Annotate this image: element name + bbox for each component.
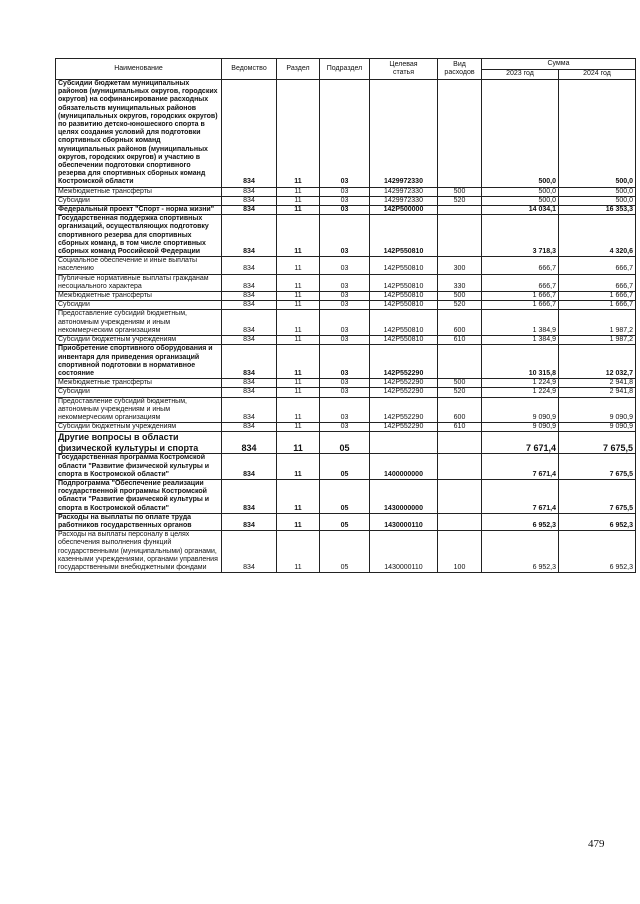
cell-ministry: 834 [222, 388, 277, 397]
cell-subsection: 03 [320, 292, 370, 301]
cell-section: 11 [277, 196, 320, 205]
cell-name: Межбюджетные трансферты [56, 187, 222, 196]
cell-ministry: 834 [222, 479, 277, 513]
header-name: Наименование [56, 59, 222, 80]
table-row [56, 196, 636, 205]
cell-amount-2023: 1 384,9 [482, 310, 559, 336]
cell-amount-2023: 14 034,1 [482, 206, 559, 215]
cell-target-article: 1400000000 [370, 454, 438, 480]
cell-subsection: 05 [320, 454, 370, 480]
cell-expense-type [438, 454, 482, 480]
cell-subsection: 03 [320, 301, 370, 310]
cell-target-article: 142P550810 [370, 301, 438, 310]
cell-target-article: 1430000110 [370, 531, 438, 573]
cell-expense-type: 300 [438, 257, 482, 274]
cell-section: 11 [277, 301, 320, 310]
cell-subsection: 05 [320, 531, 370, 573]
cell-name: Подпрограмма "Обеспечение реализации государственной программы Костромской области "Развитие физической культуры и спорта в Костромской области" [56, 479, 222, 513]
cell-subsection: 03 [320, 345, 370, 379]
cell-target-article: 1429972330 [370, 80, 438, 188]
cell-name: Другие вопросы в области физической культуры и спорта [56, 432, 222, 454]
header-year-2023: 2023 год [482, 70, 559, 80]
cell-expense-type: 600 [438, 310, 482, 336]
cell-name: Социальное обеспечение и иные выплаты населению [56, 257, 222, 274]
cell-name: Государственная программа Костромской области "Развитие физической культуры и спорта в Костромской области" [56, 454, 222, 480]
table-row [56, 388, 636, 397]
cell-name: Государственная поддержка спортивных организаций, осуществляющих подготовку спортивного резерва для спортивных сборных команд, в том числе спортивных сборных команд Российской Федерации [56, 215, 222, 257]
cell-ministry: 834 [222, 454, 277, 480]
cell-section: 11 [277, 513, 320, 530]
cell-subsection: 03 [320, 206, 370, 215]
cell-amount-2023: 9 090,9 [482, 423, 559, 432]
cell-ministry: 834 [222, 257, 277, 274]
cell-amount-2023: 10 315,8 [482, 345, 559, 379]
cell-amount-2024: 7 675,5 [559, 432, 636, 454]
header-section: Раздел [277, 59, 320, 80]
table-row [56, 301, 636, 310]
table-row [56, 513, 636, 530]
cell-subsection: 03 [320, 80, 370, 188]
cell-amount-2024: 1 666,7 [559, 292, 636, 301]
cell-amount-2024: 7 675,5 [559, 454, 636, 480]
cell-target-article: 142P550810 [370, 215, 438, 257]
table-row [56, 187, 636, 196]
table-row [56, 479, 636, 513]
cell-expense-type [438, 479, 482, 513]
cell-amount-2023: 1 384,9 [482, 336, 559, 345]
cell-amount-2023: 6 952,3 [482, 531, 559, 573]
cell-ministry: 834 [222, 196, 277, 205]
cell-expense-type: 500 [438, 379, 482, 388]
cell-ministry: 834 [222, 206, 277, 215]
cell-subsection: 03 [320, 187, 370, 196]
cell-amount-2023: 500,0 [482, 187, 559, 196]
table-row [56, 274, 636, 291]
header-target-line1: Целевая [389, 60, 418, 68]
cell-expense-type: 330 [438, 274, 482, 291]
header-type [438, 59, 482, 80]
table-row [56, 257, 636, 274]
header-type-line1: Вид [453, 60, 466, 68]
cell-section: 11 [277, 336, 320, 345]
cell-expense-type [438, 345, 482, 379]
cell-amount-2023: 1 224,9 [482, 388, 559, 397]
cell-amount-2023: 6 952,3 [482, 513, 559, 530]
table-row [56, 379, 636, 388]
cell-ministry: 834 [222, 379, 277, 388]
cell-amount-2024: 1 987,2 [559, 336, 636, 345]
page-number: 479 [588, 838, 605, 850]
cell-section: 11 [277, 274, 320, 291]
budget-table [55, 58, 636, 573]
cell-name: Субсидии бюджетным учреждениям [56, 423, 222, 432]
header-subsection: Подраздел [320, 59, 370, 80]
budget-table-body [56, 80, 636, 573]
cell-expense-type: 610 [438, 423, 482, 432]
cell-amount-2024: 16 353,3 [559, 206, 636, 215]
cell-name: Субсидии [56, 196, 222, 205]
cell-name: Субсидии бюджетным учреждениям [56, 336, 222, 345]
cell-target-article: 142P550810 [370, 292, 438, 301]
table-row [56, 292, 636, 301]
cell-amount-2024: 666,7 [559, 257, 636, 274]
cell-name: Расходы на выплаты по оплате труда работников государственных органов [56, 513, 222, 530]
cell-expense-type: 610 [438, 336, 482, 345]
cell-subsection: 03 [320, 397, 370, 423]
cell-expense-type: 520 [438, 196, 482, 205]
cell-subsection: 03 [320, 336, 370, 345]
cell-amount-2023: 666,7 [482, 274, 559, 291]
cell-name: Предоставление субсидий бюджетным, автономным учреждениям и иным некоммерческим организациям [56, 397, 222, 423]
cell-subsection: 03 [320, 423, 370, 432]
cell-expense-type: 520 [438, 301, 482, 310]
cell-ministry: 834 [222, 301, 277, 310]
cell-target-article: 142P550810 [370, 274, 438, 291]
cell-ministry: 834 [222, 345, 277, 379]
cell-ministry: 834 [222, 310, 277, 336]
cell-section: 11 [277, 80, 320, 188]
cell-amount-2024: 6 952,3 [559, 531, 636, 573]
cell-subsection: 03 [320, 257, 370, 274]
cell-amount-2023: 7 671,4 [482, 479, 559, 513]
cell-expense-type [438, 80, 482, 188]
cell-amount-2024: 9 090,9 [559, 397, 636, 423]
cell-target-article: 142P550810 [370, 336, 438, 345]
cell-section: 11 [277, 531, 320, 573]
cell-amount-2024: 2 941,8 [559, 388, 636, 397]
cell-expense-type: 100 [438, 531, 482, 573]
cell-subsection: 05 [320, 513, 370, 530]
cell-ministry: 834 [222, 292, 277, 301]
cell-subsection: 03 [320, 274, 370, 291]
cell-amount-2023: 1 666,7 [482, 301, 559, 310]
cell-amount-2024: 500,0 [559, 187, 636, 196]
cell-name: Публичные нормативные выплаты гражданам несоциального характера [56, 274, 222, 291]
cell-expense-type: 500 [438, 292, 482, 301]
cell-amount-2023: 1 224,9 [482, 379, 559, 388]
cell-target-article: 142P500000 [370, 206, 438, 215]
cell-expense-type [438, 432, 482, 454]
cell-target-article: 1430000110 [370, 513, 438, 530]
cell-ministry: 834 [222, 513, 277, 530]
table-row [56, 80, 636, 188]
cell-section: 11 [277, 397, 320, 423]
cell-expense-type [438, 513, 482, 530]
cell-target-article: 1429972330 [370, 187, 438, 196]
cell-section: 11 [277, 257, 320, 274]
cell-amount-2024: 1 987,2 [559, 310, 636, 336]
cell-ministry: 834 [222, 432, 277, 454]
cell-amount-2023: 9 090,9 [482, 397, 559, 423]
cell-name: Предоставление субсидий бюджетным, автономным учреждениям и иным некоммерческим организациям [56, 310, 222, 336]
cell-ministry: 834 [222, 274, 277, 291]
cell-target-article: 142P552290 [370, 388, 438, 397]
cell-expense-type [438, 215, 482, 257]
table-row [56, 454, 636, 480]
cell-section: 11 [277, 206, 320, 215]
cell-section: 11 [277, 388, 320, 397]
cell-amount-2023: 1 666,7 [482, 292, 559, 301]
table-row [56, 336, 636, 345]
table-row [56, 531, 636, 573]
cell-amount-2023: 7 671,4 [482, 432, 559, 454]
cell-section: 11 [277, 215, 320, 257]
budget-sheet [55, 58, 635, 573]
cell-target-article: 1429972330 [370, 196, 438, 205]
cell-amount-2023: 500,0 [482, 196, 559, 205]
cell-expense-type: 500 [438, 187, 482, 196]
table-row [56, 215, 636, 257]
cell-amount-2024: 500,0 [559, 80, 636, 188]
cell-section: 11 [277, 379, 320, 388]
cell-name: Субсидии бюджетам муниципальных районов (муниципальных округов, городских округов) на софинансирование расходных обязательств муниципальных районов (муниципальных округов, городских округов) по развитию детско-юношеского спорта в целях создания условий для подготовки спортивных сборных команд муниципальных районов (муниципальных округов, городских округов) и участию в обеспечении подготовки спортивного резерва для спортивных сборных команд Костромской области [56, 80, 222, 188]
cell-ministry: 834 [222, 215, 277, 257]
cell-subsection: 03 [320, 310, 370, 336]
cell-ministry: 834 [222, 531, 277, 573]
header-year-2024: 2024 год [559, 70, 636, 80]
cell-subsection: 03 [320, 379, 370, 388]
cell-amount-2024: 12 032,7 [559, 345, 636, 379]
header-target-line2: статья [392, 69, 414, 76]
cell-amount-2024: 500,0 [559, 196, 636, 205]
cell-amount-2023: 7 671,4 [482, 454, 559, 480]
table-row [56, 206, 636, 215]
cell-amount-2023: 666,7 [482, 257, 559, 274]
table-row [56, 423, 636, 432]
cell-name: Субсидии [56, 388, 222, 397]
cell-amount-2024: 666,7 [559, 274, 636, 291]
cell-subsection: 03 [320, 388, 370, 397]
cell-target-article: 142P552290 [370, 423, 438, 432]
cell-name: Расходы на выплаты персоналу в целях обеспечения выполнения функций государственными (муниципальными) органами, казенными учреждениями, органами управления государственными внебюджетными фондами [56, 531, 222, 573]
cell-name: Федеральный проект "Спорт - норма жизни" [56, 206, 222, 215]
cell-ministry: 834 [222, 397, 277, 423]
cell-subsection: 05 [320, 432, 370, 454]
cell-name: Межбюджетные трансферты [56, 379, 222, 388]
cell-expense-type: 520 [438, 388, 482, 397]
cell-subsection: 03 [320, 215, 370, 257]
cell-ministry: 834 [222, 80, 277, 188]
cell-target-article [370, 432, 438, 454]
cell-amount-2023: 500,0 [482, 80, 559, 188]
cell-amount-2024: 6 952,3 [559, 513, 636, 530]
table-row [56, 310, 636, 336]
cell-target-article: 142P552290 [370, 379, 438, 388]
cell-target-article: 142P552290 [370, 345, 438, 379]
cell-name: Субсидии [56, 301, 222, 310]
cell-section: 11 [277, 187, 320, 196]
cell-section: 11 [277, 292, 320, 301]
cell-amount-2024: 1 666,7 [559, 301, 636, 310]
cell-subsection: 03 [320, 196, 370, 205]
cell-target-article: 142P550810 [370, 310, 438, 336]
cell-expense-type: 600 [438, 397, 482, 423]
cell-section: 11 [277, 432, 320, 454]
cell-subsection: 05 [320, 479, 370, 513]
cell-amount-2024: 2 941,8 [559, 379, 636, 388]
cell-amount-2024: 7 675,5 [559, 479, 636, 513]
cell-section: 11 [277, 423, 320, 432]
cell-section: 11 [277, 310, 320, 336]
cell-amount-2023: 3 718,3 [482, 215, 559, 257]
cell-target-article: 142P550810 [370, 257, 438, 274]
cell-target-article: 142P552290 [370, 397, 438, 423]
header-ministry: Ведомство [222, 59, 277, 80]
cell-section: 11 [277, 454, 320, 480]
table-row [56, 397, 636, 423]
table-row [56, 432, 636, 454]
header-target [370, 59, 438, 80]
cell-amount-2024: 9 090,9 [559, 423, 636, 432]
table-row [56, 345, 636, 379]
cell-ministry: 834 [222, 423, 277, 432]
cell-ministry: 834 [222, 336, 277, 345]
cell-name: Приобретение спортивного оборудования и инвентаря для приведения организаций спортивной подготовки в нормативное состояние [56, 345, 222, 379]
header-type-line2: расходов [444, 69, 475, 76]
cell-expense-type [438, 206, 482, 215]
cell-amount-2024: 4 320,6 [559, 215, 636, 257]
cell-section: 11 [277, 345, 320, 379]
cell-name: Межбюджетные трансферты [56, 292, 222, 301]
cell-ministry: 834 [222, 187, 277, 196]
cell-section: 11 [277, 479, 320, 513]
cell-target-article: 1430000000 [370, 479, 438, 513]
header-sum: Сумма [482, 59, 636, 70]
